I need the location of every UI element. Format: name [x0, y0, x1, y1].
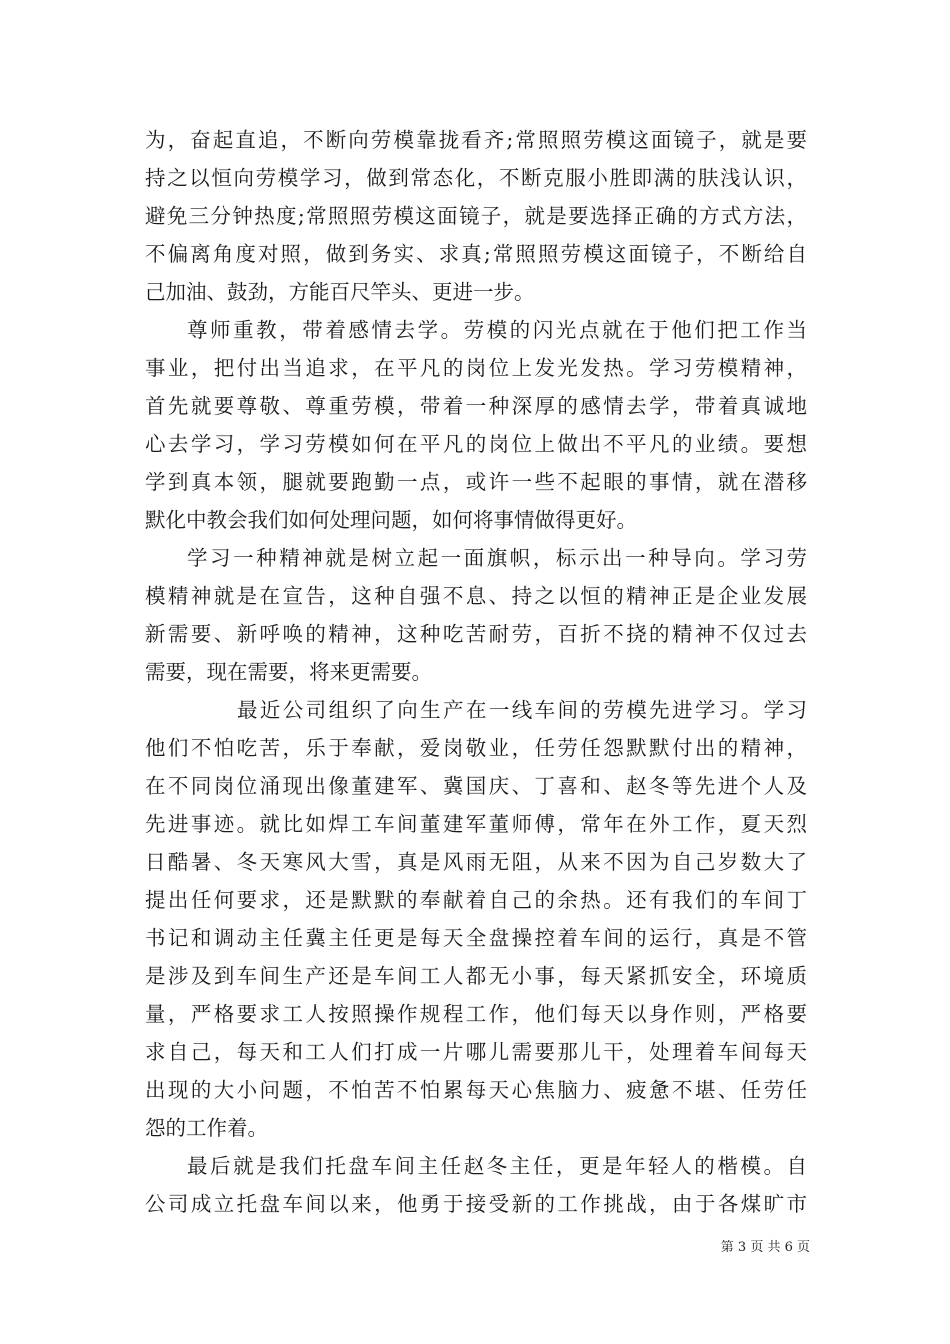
text-line: 学习一种精神就是树立起一面旗帜，标示出一种导向。学习劳 [187, 546, 807, 570]
text-line: 书记和调动主任冀主任更是每天全盘操控着车间的运行，真是不管 [145, 926, 807, 950]
page-number-footer: 第 3 页 共 6 页 [720, 1240, 810, 1255]
text-line: 尊师重教，带着感情去学。劳模的闪光点就在于他们把工作当 [187, 318, 807, 342]
text-line: 量，严格要求工人按照操作规程工作，他们每天以身作则，严格要 [145, 1002, 807, 1026]
text-line: 需要，现在需要，将来更需要。 [145, 660, 432, 684]
text-line: 怨的工作着。 [145, 1116, 268, 1140]
text-line: 最近公司组织了向生产在一线车间的劳模先进学习。学习 [237, 698, 807, 722]
text-line: 公司成立托盘车间以来，他勇于接受新的工作挑战，由于各煤旷市 [145, 1192, 807, 1216]
text-line: 首先就要尊敬、尊重劳模，带着一种深厚的感情去学，带着真诚地 [145, 394, 807, 418]
text-line: 新需要、新呼唤的精神，这种吃苦耐劳，百折不挠的精神不仅过去 [145, 622, 807, 646]
paragraph-respect [145, 311, 807, 539]
paragraph-tray [145, 1147, 807, 1223]
text-line: 在不同岗位涌现出像董建军、冀国庆、丁喜和、赵冬等先进个人及 [145, 774, 807, 798]
text-line: 求自己，每天和工人们打成一片哪儿需要那儿干，处理着车间每天 [145, 1040, 807, 1064]
text-line: 避免三分钟热度;常照照劳模这面镜子，就是要选择正确的方式方法， [145, 204, 807, 228]
text-line: 出现的大小问题，不怕苦不怕累每天心焦脑力、疲惫不堪、任劳任 [145, 1078, 807, 1102]
text-line: 是涉及到车间生产还是车间工人都无小事，每天紧抓安全，环境质 [145, 964, 807, 988]
text-line: 提出任何要求，还是默默的奉献着自己的余热。还有我们的车间丁 [145, 888, 807, 912]
text-line: 持之以恒向劳模学习，做到常态化，不断克服小胜即满的肤浅认识， [145, 166, 807, 190]
text-line: 不偏离角度对照，做到务实、求真;常照照劳模这面镜子，不断给自 [145, 242, 807, 266]
text-line: 先进事迹。就比如焊工车间董建军董师傅，常年在外工作，夏天烈 [145, 812, 807, 836]
text-line: 他们不怕吃苦，乐于奉献，爱岗敬业，任劳任怨默默付出的精神， [145, 736, 807, 760]
document-body [145, 121, 807, 1223]
text-line: 模精神就是在宣告，这种自强不息、持之以恒的精神正是企业发展 [145, 584, 807, 608]
paragraph-flag [145, 539, 807, 691]
text-line: 日酷暑、冬天寒风大雪，真是风雨无阻，从来不因为自己岁数大了 [145, 850, 807, 874]
paragraph-mirror [145, 121, 807, 311]
text-line: 为，奋起直追，不断向劳模靠拢看齐;常照照劳模这面镜子，就是要 [145, 128, 807, 152]
text-line: 最后就是我们托盘车间主任赵冬主任，更是年轻人的楷模。自 [187, 1154, 807, 1178]
text-line: 默化中教会我们如何处理问题，如何将事情做得更好。 [145, 508, 637, 532]
paragraph-company [145, 691, 807, 1147]
text-line: 己加油、鼓劲，方能百尺竿头、更进一步。 [145, 280, 535, 304]
text-line: 事业，把付出当追求，在平凡的岗位上发光发热。学习劳模精神， [145, 356, 807, 380]
text-line: 学到真本领，腿就要跑勤一点，或许一些不起眼的事情，就在潜移 [145, 470, 807, 494]
text-line: 心去学习，学习劳模如何在平凡的岗位上做出不平凡的业绩。要想 [145, 432, 807, 456]
